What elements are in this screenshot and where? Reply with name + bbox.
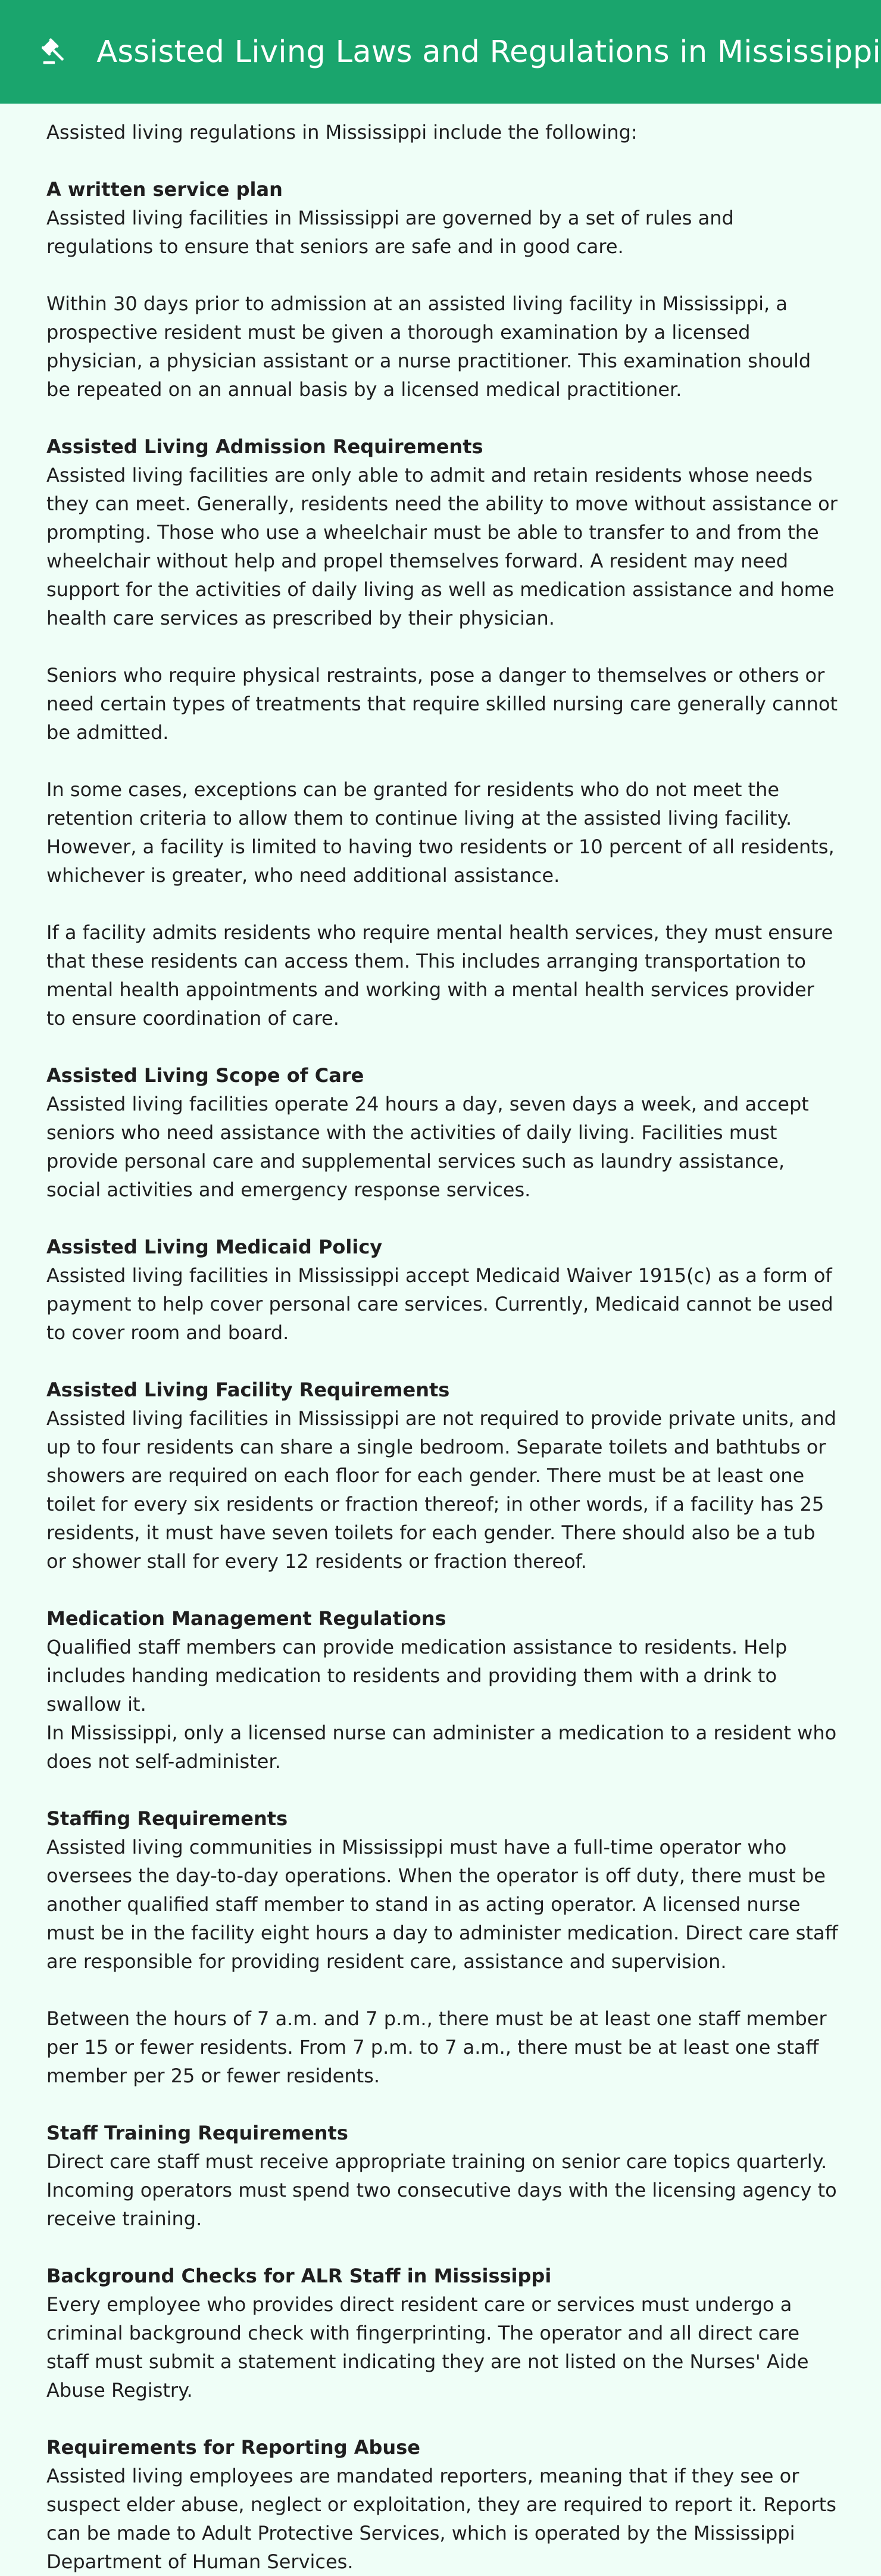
page-header — [0, 0, 881, 104]
section-paragraph: If a facility admits residents who require mental health services, they must ensure that these residents can access them. This includes arranging transportation to mental health appointments and working with a mental health services provider to ensure coordination of care. — [46, 921, 833, 1030]
section-heading: A written service plan — [46, 178, 283, 201]
section-heading: Medication Management Regulations — [46, 1607, 446, 1630]
section-paragraph: Assisted living facilities in Mississippi are not required to provide private units, and up to four residents can share a single bedroom. Separate toilets and bathtubs or showers are required on each floor for each gender. There must be at least one toilet for every six residents or fraction thereof; in other words, if a facility has 25 residents, it must have seven toilets for each gender. There should also be a tub or shower stall for every 12 residents or fraction thereof. — [46, 1407, 836, 1573]
section-paragraph: Assisted living facilities in Mississippi are governed by a set of rules and regulations to ensure that seniors are safe and in good care. — [46, 207, 734, 258]
section — [46, 1376, 838, 1576]
section-heading: Staff Training Requirements — [46, 2122, 348, 2144]
section — [46, 2433, 838, 2576]
section-paragraph: Within 30 days prior to admission at an assisted living facility in Mississippi, a prospective resident must be given a thorough examination by a licensed physician, a physician assistant or a nurse practitioner. This examination should be repeated on an annual basis by a licensed medical practitioner. — [46, 292, 811, 401]
section-paragraph: Assisted living communities in Mississippi must have a full-time operator who oversees the day-to-day operations. When the operator is off duty, there must be another qualified staff member to stand in as acting operator. A licensed nurse must be in the facility eight hours a day to administer medication. Direct care staff are responsible for providing resident care, assistance and supervision. — [46, 1836, 838, 1973]
page-title: Assisted Living Laws and Regulations in Mississippi — [96, 34, 881, 70]
section-heading: Assisted Living Scope of Care — [46, 1064, 364, 1087]
section — [46, 175, 838, 404]
section — [46, 2262, 838, 2405]
section — [46, 1061, 838, 1204]
section-heading: Staffing Requirements — [46, 1807, 288, 1830]
section-heading: Background Checks for ALR Staff in Mississippi — [46, 2265, 552, 2287]
section-paragraph: In some cases, exceptions can be granted for residents who do not meet the retention criteria to allow them to continue living at the assisted living facility. However, a facility is limited to having two residents or 10 percent of all residents, whichever is greater, who need additional assistance. — [46, 778, 835, 887]
section-paragraph: Assisted living employees are mandated reporters, meaning that if they see or suspect elder abuse, neglect or exploitation, they are required to report it. Reports can be made to Adult Protective Services, which is operated by the Mississippi Department of Human Services. — [46, 2465, 836, 2573]
section — [46, 2119, 838, 2233]
section-paragraph: Between the hours of 7 a.m. and 7 p.m., there must be at least one staff member per 15 or fewer residents. From 7 p.m. to 7 a.m., there must be at least one staff member per 25 or fewer residents. — [46, 2007, 827, 2087]
section-paragraph: Assisted living facilities in Mississippi accept Medicaid Waiver 1915(c) as a form of payment to help cover personal care services. Currently, Medicaid cannot be used to cover room and board. — [46, 1264, 833, 1344]
section — [46, 432, 838, 1033]
gavel-icon — [42, 22, 68, 82]
section-paragraph: Direct care staff must receive appropriate training on senior care topics quarterly. Incoming operators must spend two consecutive days with the licensing agency to receive training. — [46, 2150, 837, 2230]
intro-text: Assisted living regulations in Mississippi include the following: — [46, 121, 638, 144]
section — [46, 1233, 838, 1347]
section-paragraph: Seniors who require physical restraints, pose a danger to themselves or others or need certain types of treatments that require skilled nursing care generally cannot be admitted. — [46, 664, 838, 744]
section-heading: Requirements for Reporting Abuse — [46, 2436, 420, 2459]
section-paragraph: Qualified staff members can provide medication assistance to residents. Help includes handing medication to residents and providing them with a drink to swallow it. — [46, 1636, 788, 1716]
section-heading: Assisted Living Medicaid Policy — [46, 1236, 383, 1258]
section-paragraph: In Mississippi, only a licensed nurse can administer a medication to a resident who does not self-administer. — [46, 1722, 837, 1773]
sections-list — [46, 175, 838, 2576]
section-heading: Assisted Living Admission Requirements — [46, 435, 483, 458]
section — [46, 1804, 838, 2090]
section-paragraph: Assisted living facilities are only able to admit and retain residents whose needs they can meet. Generally, residents need the ability to move without assistance or prompting. Those who use a wheelchair must be able to transfer to and from the wheelchair without help and propel themselves forward. A resident may need support for the activities of daily living as well as medication assistance and home health care services as prescribed by their physician. — [46, 464, 838, 629]
section-paragraph: Every employee who provides direct resident care or services must undergo a criminal background check with fingerprinting. The operator and all direct care staff must submit a statement indicating they are not listed on the Nurses' Aide Abuse Registry. — [46, 2293, 809, 2402]
section — [46, 1604, 838, 1776]
section-heading: Assisted Living Facility Requirements — [46, 1379, 450, 1401]
article-body — [46, 104, 838, 2576]
section-paragraph: Assisted living facilities operate 24 hours a day, seven days a week, and accept seniors who need assistance with the activities of daily living. Facilities must provide personal care and supplemental services such as laundry assistance, social activities and emergency response services. — [46, 1093, 809, 1201]
